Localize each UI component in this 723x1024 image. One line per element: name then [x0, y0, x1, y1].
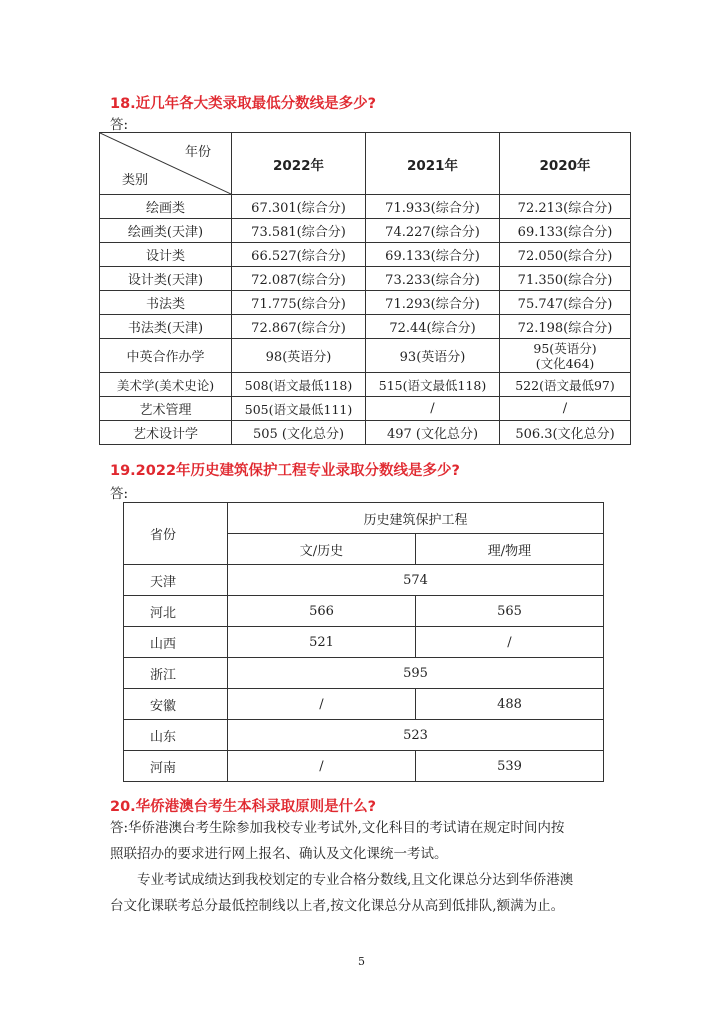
category-cell: 中英合作办学 — [100, 339, 232, 373]
answer-paragraph-1-line-1: 答:华侨港澳台考生除参加我校专业考试外,文化科目的考试请在规定时间内按 — [110, 820, 565, 836]
table-row — [124, 658, 604, 689]
score-cell: 66.527(综合分) — [232, 243, 366, 267]
question-20-title: 20.华侨港澳台考生本科录取原则是什么? — [110, 799, 377, 815]
score-cell: 72.087(综合分) — [232, 267, 366, 291]
category-cell: 绘画类(天津) — [100, 219, 232, 243]
score-cell: 505 (文化总分) — [232, 421, 366, 445]
score-cell: 74.227(综合分) — [366, 219, 500, 243]
header-year-label: 年份 — [184, 145, 211, 160]
answer-paragraph-1-line-2: 照联招办的要求进行网上报名、确认及文化课统一考试。 — [110, 846, 448, 862]
score-cell: 71.350(综合分) — [500, 267, 631, 291]
category-cell: 设计类(天津) — [100, 267, 232, 291]
table-row — [100, 291, 631, 315]
table-row — [100, 219, 631, 243]
table-row — [100, 267, 631, 291]
heritage-architecture-scores-table — [123, 502, 604, 782]
score-cell: 73.581(综合分) — [232, 219, 366, 243]
score-cell: 595 — [228, 658, 604, 689]
score-cell: 539 — [416, 751, 604, 782]
score-cell: 566 — [228, 596, 416, 627]
table-row — [124, 751, 604, 782]
table-header-row — [124, 503, 604, 534]
question-19-title: 19.2022年历史建筑保护工程专业录取分数线是多少? — [110, 463, 460, 479]
header-major: 历史建筑保护工程 — [228, 503, 604, 534]
table-row — [124, 596, 604, 627]
province-cell: 河北 — [124, 596, 228, 627]
score-cell: 72.867(综合分) — [232, 315, 366, 339]
province-cell: 安徽 — [124, 689, 228, 720]
score-cell: 71.775(综合分) — [232, 291, 366, 315]
answer-paragraph-2-line-2: 台文化课联考总分最低控制线以上者,按文化课总分从高到低排队,额满为止。 — [110, 898, 565, 914]
table-row — [124, 565, 604, 596]
score-cell: 69.133(综合分) — [500, 219, 631, 243]
admission-scores-table — [99, 132, 631, 445]
table-row — [100, 243, 631, 267]
category-cell: 书法类(天津) — [100, 315, 232, 339]
score-cell: 523 — [228, 720, 604, 751]
category-cell: 艺术设计学 — [100, 421, 232, 445]
question-20-answer — [110, 815, 620, 919]
table-row — [124, 720, 604, 751]
score-cell: 522(语文最低97) — [500, 373, 631, 397]
header-year-2022: 2022年 — [232, 133, 366, 195]
header-diagonal-cell — [100, 133, 232, 195]
score-cell: 506.3(文化总分) — [500, 421, 631, 445]
score-line: 95(英语分) — [533, 340, 597, 356]
province-cell: 山东 — [124, 720, 228, 751]
province-cell: 河南 — [124, 751, 228, 782]
score-cell: 521 — [228, 627, 416, 658]
score-cell: 72.050(综合分) — [500, 243, 631, 267]
score-cell: 497 (文化总分) — [366, 421, 500, 445]
score-cell: 72.44(综合分) — [366, 315, 500, 339]
header-province: 省份 — [124, 503, 228, 565]
score-cell: 505(语文最低111) — [232, 397, 366, 421]
score-cell: 75.747(综合分) — [500, 291, 631, 315]
score-line: (文化464) — [535, 355, 595, 371]
table-header-row — [100, 133, 631, 195]
table-row — [124, 689, 604, 720]
province-cell: 山西 — [124, 627, 228, 658]
answer-paragraph-2-line-1: 专业考试成绩达到我校划定的专业合格分数线,且文化课总分达到华侨港澳 — [137, 872, 574, 888]
score-cell: 574 — [228, 565, 604, 596]
score-cell: 72.198(综合分) — [500, 315, 631, 339]
category-cell: 美术学(美术史论) — [100, 373, 232, 397]
score-cell: 98(英语分) — [232, 339, 366, 373]
category-cell: 绘画类 — [100, 195, 232, 219]
score-cell: 508(语文最低118) — [232, 373, 366, 397]
score-cell: / — [416, 627, 604, 658]
score-cell: 67.301(综合分) — [232, 195, 366, 219]
table-row — [100, 339, 631, 373]
category-cell: 艺术管理 — [100, 397, 232, 421]
score-cell: 488 — [416, 689, 604, 720]
category-cell: 书法类 — [100, 291, 232, 315]
header-category-label: 类别 — [122, 173, 149, 188]
table-row — [124, 627, 604, 658]
score-cell: / — [228, 751, 416, 782]
category-cell: 设计类 — [100, 243, 232, 267]
score-cell: 69.133(综合分) — [366, 243, 500, 267]
diagonal-line — [100, 133, 231, 194]
table-row — [100, 195, 631, 219]
score-cell: / — [500, 397, 631, 421]
score-cell: 93(英语分) — [366, 339, 500, 373]
table-row — [100, 315, 631, 339]
score-cell: / — [228, 689, 416, 720]
table-row — [100, 373, 631, 397]
province-cell: 天津 — [124, 565, 228, 596]
question-18-title: 18.近几年各大类录取最低分数线是多少? — [110, 96, 377, 112]
score-cell — [500, 339, 631, 373]
header-year-2021: 2021年 — [366, 133, 500, 195]
page-number: 5 — [358, 955, 365, 968]
province-cell: 浙江 — [124, 658, 228, 689]
score-cell: 73.233(综合分) — [366, 267, 500, 291]
score-cell: 71.933(综合分) — [366, 195, 500, 219]
header-arts: 文/历史 — [228, 534, 416, 565]
score-cell: 515(语文最低118) — [366, 373, 500, 397]
table-row — [100, 397, 631, 421]
score-cell: 71.293(综合分) — [366, 291, 500, 315]
score-cell: 72.213(综合分) — [500, 195, 631, 219]
header-year-2020: 2020年 — [500, 133, 631, 195]
table-row — [100, 421, 631, 445]
question-18-answer-label: 答: — [110, 117, 129, 133]
header-science: 理/物理 — [416, 534, 604, 565]
question-19-answer-label: 答: — [110, 486, 129, 502]
score-cell: 565 — [416, 596, 604, 627]
score-cell: / — [366, 397, 500, 421]
